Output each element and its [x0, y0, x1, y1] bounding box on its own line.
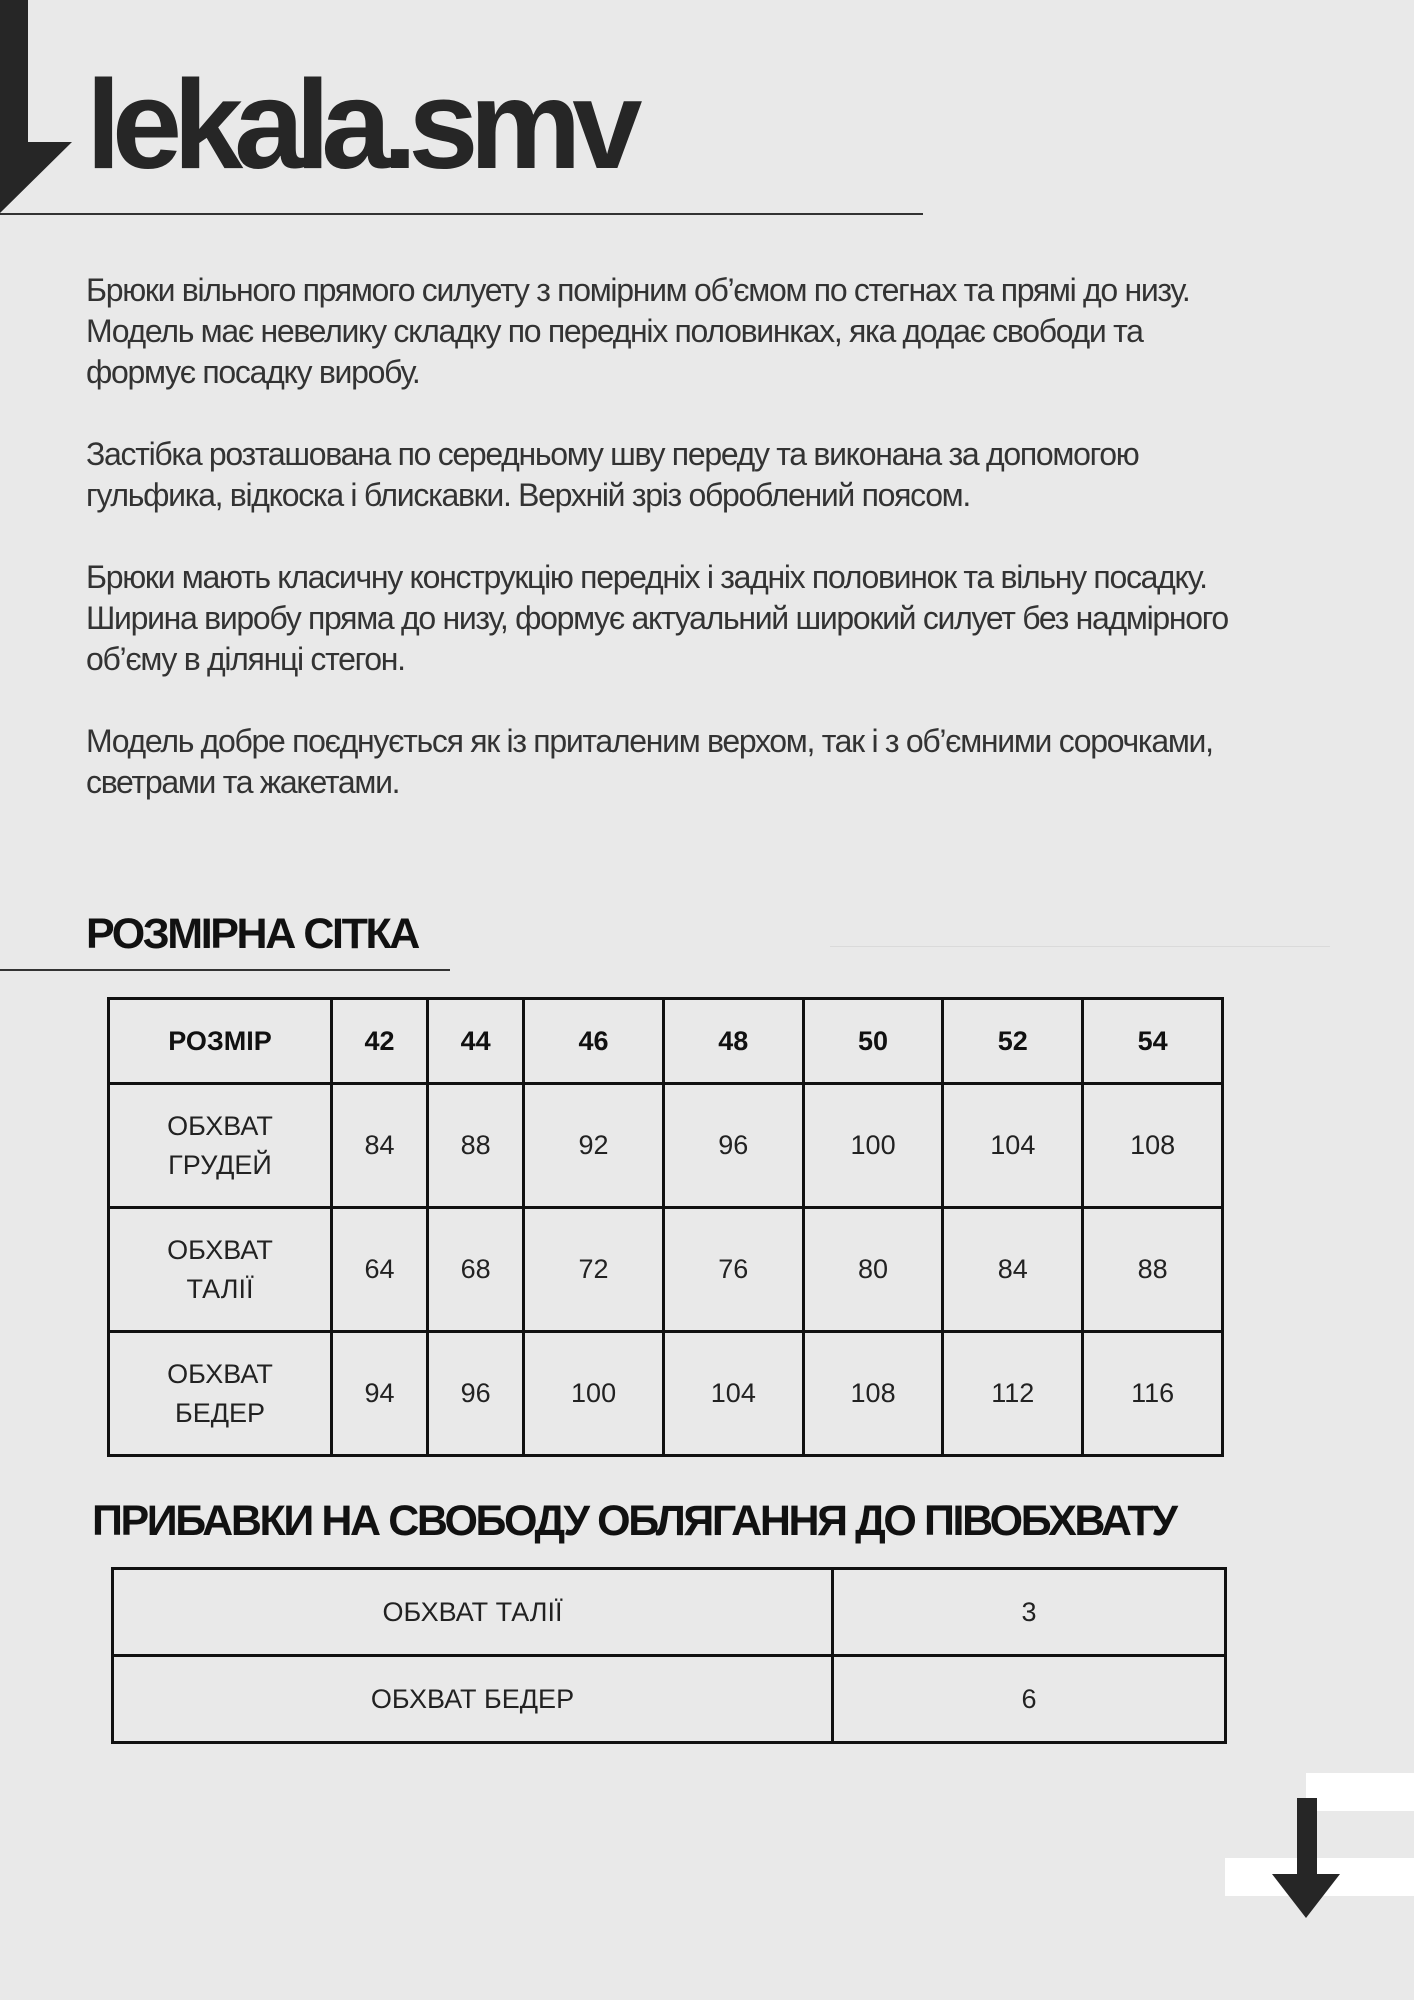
header-cell: 48: [663, 999, 803, 1084]
table-cell: 108: [803, 1332, 943, 1456]
row-label-line: ОБХВАТ: [167, 1234, 273, 1265]
table-cell: 108: [1083, 1084, 1223, 1208]
table-cell: 84: [943, 1208, 1083, 1332]
decorative-line: [830, 946, 1330, 947]
table-cell: 116: [1083, 1332, 1223, 1456]
table-cell: 112: [943, 1332, 1083, 1456]
table-row: [109, 1208, 1223, 1332]
row-label-line: ГРУДЕЙ: [168, 1149, 272, 1180]
allowance-label: ОБХВАТ ТАЛІЇ: [113, 1569, 833, 1656]
table-row: [113, 1569, 1226, 1656]
row-label-line: ОБХВАТ: [167, 1358, 273, 1389]
table-cell: 76: [663, 1208, 803, 1332]
logo-corner-mark: [0, 0, 80, 215]
ease-allowances-table: [111, 1567, 1227, 1744]
header-cell: 46: [524, 999, 664, 1084]
table-row: [113, 1656, 1226, 1743]
table-cell: 92: [524, 1084, 664, 1208]
allowance-label: ОБХВАТ БЕДЕР: [113, 1656, 833, 1743]
header-cell: 52: [943, 999, 1083, 1084]
size-chart-title-underline: [0, 969, 450, 971]
size-chart-title: РОЗМІРНА СІТКА: [86, 910, 418, 958]
table-cell: 96: [663, 1084, 803, 1208]
description-paragraph: Застібка розташована по середньому шву переду та виконана за допомогою гульфика, відкоска і блискавки. Верхній зріз оброблений поясом.: [86, 436, 1139, 513]
row-label: [109, 1332, 332, 1456]
header-cell: 50: [803, 999, 943, 1084]
header-cell: 42: [332, 999, 428, 1084]
arrow-down-icon: [1225, 1773, 1414, 1923]
table-row: [109, 1332, 1223, 1456]
header-divider: [0, 213, 923, 215]
table-cell: 88: [1083, 1208, 1223, 1332]
table-cell: 100: [803, 1084, 943, 1208]
row-label: [109, 1084, 332, 1208]
allowance-value: 6: [833, 1656, 1226, 1743]
table-cell: 94: [332, 1332, 428, 1456]
row-label-line: ТАЛІЇ: [186, 1273, 254, 1304]
table-cell: 100: [524, 1332, 664, 1456]
header-cell: РОЗМІР: [109, 999, 332, 1084]
table-cell: 104: [663, 1332, 803, 1456]
table-cell: 104: [943, 1084, 1083, 1208]
size-chart-table: [107, 997, 1224, 1457]
header-cell: 44: [428, 999, 524, 1084]
ease-allowances-title: ПРИБАВКИ НА СВОБОДУ ОБЛЯГАННЯ ДО ПІВОБХВАТУ: [92, 1497, 1176, 1545]
description-paragraph: Брюки вільного прямого силуету з помірним об’ємом по стегнах та прямі до низу. Модель має невелику складку по передніх половинках, яка додає свободи та формує посадку виробу.: [86, 272, 1190, 390]
description-paragraph: Брюки мають класичну конструкцію передніх і задніх половинок та вільну посадку. Ширина виробу пряма до низу, формує актуальний широкий силует без надмірного об’єму в ділянці стегон.: [86, 559, 1228, 677]
table-cell: 68: [428, 1208, 524, 1332]
row-label-line: ОБХВАТ: [167, 1110, 273, 1141]
table-cell: 80: [803, 1208, 943, 1332]
table-cell: 84: [332, 1084, 428, 1208]
table-header-row: [109, 999, 1223, 1084]
header-cell: 54: [1083, 999, 1223, 1084]
row-label-line: БЕДЕР: [174, 1397, 266, 1428]
table-row: [109, 1084, 1223, 1208]
table-cell: 64: [332, 1208, 428, 1332]
table-cell: 88: [428, 1084, 524, 1208]
table-cell: 96: [428, 1332, 524, 1456]
product-description: [86, 270, 1236, 844]
brand-logo: lekala.smv: [86, 54, 634, 195]
allowance-value: 3: [833, 1569, 1226, 1656]
table-cell: 72: [524, 1208, 664, 1332]
row-label: [109, 1208, 332, 1332]
description-paragraph: Модель добре поєднується як із приталеним верхом, так і з об’ємними сорочками, светрами та жакетами.: [86, 723, 1213, 800]
